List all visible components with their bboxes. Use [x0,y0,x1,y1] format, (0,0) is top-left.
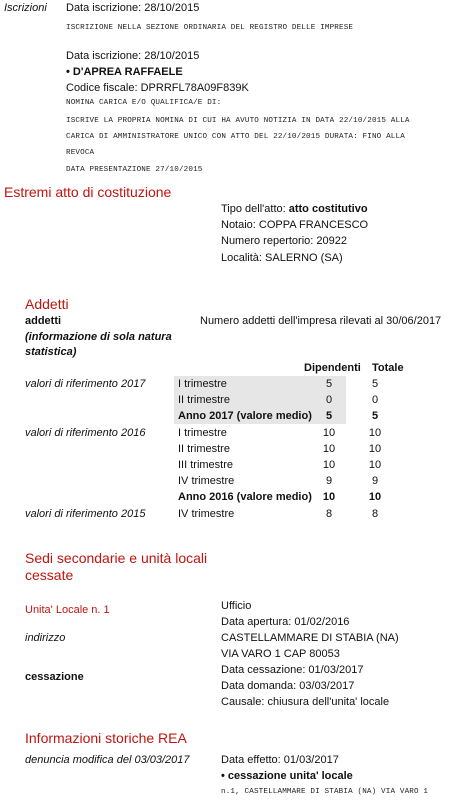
period-2017-2: II trimestre [178,394,230,406]
addetti-label: addetti [25,315,62,327]
tot-2017-1: 5 [371,378,379,390]
storiche-heading: Informazioni storiche REA [25,730,187,746]
tot-2016-avg: 10 [368,491,382,503]
ufficio: Ufficio [221,600,252,612]
addetti-rilevati: Numero addetti dell'impresa rilevati al 30/06/2017 [200,315,442,327]
dip-2016-1: 10 [322,427,336,439]
indirizzo-line-1: CASTELLAMMARE DI STABIA (NA) [221,632,399,644]
storiche-mono-line: n.1, CASTELLAMMARE DI STABIA (NA) VIA VARO 1 [221,788,429,796]
col-totale: Totale [372,362,404,374]
iscrizioni-label: Iscrizioni [4,2,47,14]
indirizzo-line-2: VIA VARO 1 CAP 80053 [221,648,340,660]
period-2016-1: I trimestre [178,427,227,439]
mono-line-2: ISCRIVE LA PROPRIA NOMINA DI CUI HA AVUTO NOTIZIA IN DATA 22/10/2015 ALLA [66,117,410,125]
mono-line-4: REVOCA [66,149,95,157]
tipo-atto-value: atto costitutivo [288,203,368,215]
period-2016-4: IV trimestre [178,475,235,487]
tot-2017-avg: 5 [371,410,379,422]
dip-2016-2: 10 [322,443,336,455]
period-2017-avg: Anno 2017 (valore medio) [178,410,312,422]
col-dipendenti: Dipendenti [304,362,361,374]
tot-2016-4: 9 [371,475,379,487]
estremi-heading: Estremi atto di costituzione [4,184,172,200]
dip-2015-1: 8 [325,508,333,520]
data-effetto: Data effetto: 01/03/2017 [221,754,339,766]
mono-line-5: DATA PRESENTAZIONE 27/10/2015 [66,166,203,174]
tot-2016-3: 10 [368,459,382,471]
iscrizione-date-1: Data iscrizione: 28/10/2015 [66,2,200,14]
tot-2015-1: 8 [371,508,379,520]
cessazione-unita: • cessazione unita' locale [221,770,353,782]
sedi-heading-1: Sedi secondarie e unità locali [25,550,208,566]
causale: Causale: chiusura dell'unita' locale [221,696,390,708]
data-domanda: Data domanda: 03/03/2017 [221,680,355,692]
mono-line-3: CARICA DI AMMINISTRATORE UNICO CON ATTO DEL 22/10/2015 DURATA: FINO ALLA [66,133,405,141]
period-2016-3: III trimestre [178,459,234,471]
group-label-2015: valori di riferimento 2015 [25,508,146,520]
iscrizione-date-2: Data iscrizione: 28/10/2015 [66,50,200,62]
period-2016-avg: Anno 2016 (valore medio) [178,491,312,503]
iscrizione-section-note: ISCRIZIONE NELLA SEZIONE ORDINARIA DEL REGISTRO DELLE IMPRESE [66,24,354,32]
period-2017-1: I trimestre [178,378,227,390]
localita: Località: SALERNO (SA) [221,252,343,264]
dip-2016-3: 10 [322,459,336,471]
data-cessazione: Data cessazione: 01/03/2017 [221,664,364,676]
data-apertura: Data apertura: 01/02/2016 [221,616,350,628]
tipo-atto [221,203,368,215]
dip-2017-2: 0 [325,394,333,406]
notaio: Notaio: COPPA FRANCESCO [221,219,369,231]
group-label-2016: valori di riferimento 2016 [25,427,146,439]
tipo-atto-label: Tipo dell'atto: [221,203,289,215]
unita-locale-label: Unita' Locale n. 1 [25,604,110,616]
tot-2016-1: 10 [368,427,382,439]
codice-fiscale: Codice fiscale: DPRRFL78A09F839K [66,82,249,94]
addetti-note-2: statistica) [25,346,77,358]
cessazione-label: cessazione [25,671,84,683]
sedi-heading-2: cessate [25,567,74,583]
period-2015-1: IV trimestre [178,508,235,520]
dip-2017-1: 5 [325,378,333,390]
tot-2017-2: 0 [371,394,379,406]
mono-line-1: NOMINA CARICA E/O QUALIFICA/E DI: [66,99,222,107]
indirizzo-label: indirizzo [25,632,66,644]
period-2016-2: II trimestre [178,443,230,455]
group-label-2017: valori di riferimento 2017 [25,378,146,390]
addetti-heading: Addetti [25,296,69,312]
denuncia-modifica: denuncia modifica del 03/03/2017 [25,754,190,766]
dip-2017-avg: 5 [325,410,333,422]
person-name: • D'APREA RAFFAELE [66,66,183,78]
addetti-note-1: (informazione di sola natura [25,331,172,343]
repertorio: Numero repertorio: 20922 [221,235,347,247]
dip-2016-avg: 10 [322,491,336,503]
tot-2016-2: 10 [368,443,382,455]
dip-2016-4: 9 [325,475,333,487]
